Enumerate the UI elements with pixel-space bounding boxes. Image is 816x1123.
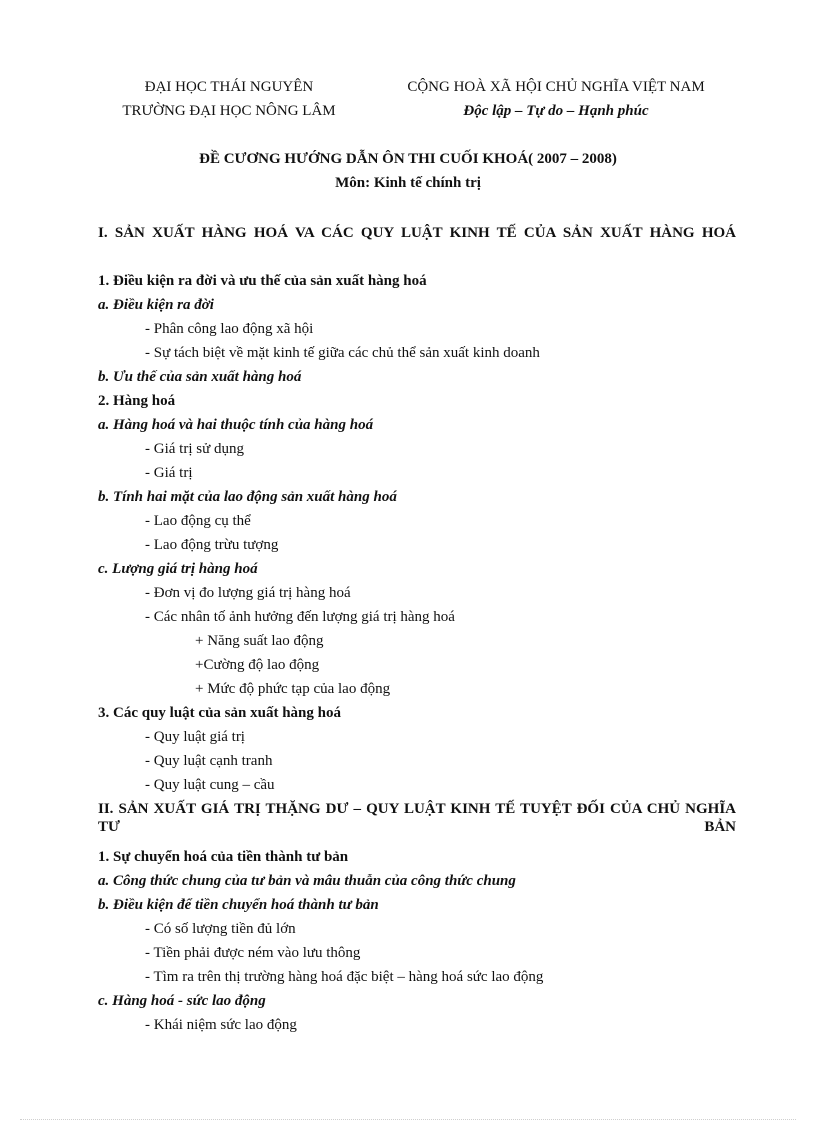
- list-item: - Lao động cụ thể: [145, 513, 251, 529]
- list-item: - Giá trị sử dụng: [145, 441, 244, 457]
- document-title: ĐỀ CƯƠNG HƯỚNG DẪN ÔN THI CUỐI KHOÁ( 2007 – 2008): [199, 151, 617, 167]
- list-item: - Tìm ra trên thị trường hàng hoá đặc biệt – hàng hoá sức lao động: [145, 969, 544, 985]
- list-item: - Quy luật cung – cầu: [145, 777, 275, 793]
- list-item: - Giá trị: [145, 465, 193, 481]
- subject-line: Môn: Kinh tế chính trị: [335, 175, 481, 191]
- subheading-1c: c. Hàng hoá - sức lao động: [98, 993, 266, 1009]
- subheading-2a: a. Hàng hoá và hai thuộc tính của hàng hoá: [98, 417, 374, 433]
- heading-2: 2. Hàng hoá: [98, 393, 176, 409]
- heading-1: 1. Sự chuyển hoá của tiền thành tư bản: [98, 849, 349, 865]
- subheading-1b: b. Điều kiện để tiền chuyển hoá thành tư bản: [98, 897, 379, 913]
- motto: Độc lập – Tự do – Hạnh phúc: [463, 103, 649, 119]
- heading-3: 3. Các quy luật của sản xuất hàng hoá: [98, 705, 341, 721]
- list-item: - Quy luật cạnh tranh: [145, 753, 273, 769]
- country-name: CỘNG HOÀ XÃ HỘI CHỦ NGHĨA VIỆT NAM: [407, 79, 705, 95]
- list-item: - Tiền phải được ném vào lưu thông: [145, 945, 361, 961]
- subheading-1a: a. Công thức chung của tư bản và mâu thuẫn của công thức chung: [98, 873, 516, 889]
- section-2-heading: II. SẢN XUẤT GIÁ TRỊ THẶNG DƯ – QUY LUẬT KINH TẾ TUYỆT ĐỐI CỦA CHỦ NGHĨA TƯ BẢN: [98, 801, 736, 835]
- section-1-heading: I. SẢN XUẤT HÀNG HOÁ VA CÁC QUY LUẬT KINH TẾ CỦA SẢN XUẤT HÀNG HOÁ: [98, 225, 736, 241]
- sub-list-item: + Năng suất lao động: [195, 633, 324, 649]
- list-item: - Khái niệm sức lao động: [145, 1017, 297, 1033]
- list-item: - Phân công lao động xã hội: [145, 321, 314, 337]
- list-item: - Lao động trừu tượng: [145, 537, 279, 553]
- subheading-1a: a. Điều kiện ra đời: [98, 297, 214, 313]
- list-item: - Sự tách biệt về mặt kinh tế giữa các chủ thể sản xuất kinh doanh: [145, 345, 540, 361]
- subheading-2b: b. Tính hai mặt của lao động sản xuất hàng hoá: [98, 489, 397, 505]
- list-item: - Có số lượng tiền đủ lớn: [145, 921, 296, 937]
- list-item: - Quy luật giá trị: [145, 729, 245, 745]
- subheading-1b: b. Ưu thế của sản xuất hàng hoá: [98, 369, 302, 385]
- subheading-2c: c. Lượng giá trị hàng hoá: [98, 561, 258, 577]
- sub-list-item: + Mức độ phức tạp của lao động: [195, 681, 391, 697]
- school-name: TRƯỜNG ĐẠI HỌC NÔNG LÂM: [122, 103, 336, 119]
- sub-list-item: +Cường độ lao động: [195, 657, 320, 673]
- heading-1: 1. Điều kiện ra đời và ưu thế của sản xuất hàng hoá: [98, 273, 427, 289]
- university-name: ĐẠI HỌC THÁI NGUYÊN: [144, 79, 314, 95]
- list-item: - Đơn vị đo lượng giá trị hàng hoá: [145, 585, 351, 601]
- page-bottom-divider: [20, 1119, 796, 1120]
- list-item: - Các nhân tố ảnh hưởng đến lượng giá trị hàng hoá: [145, 609, 455, 625]
